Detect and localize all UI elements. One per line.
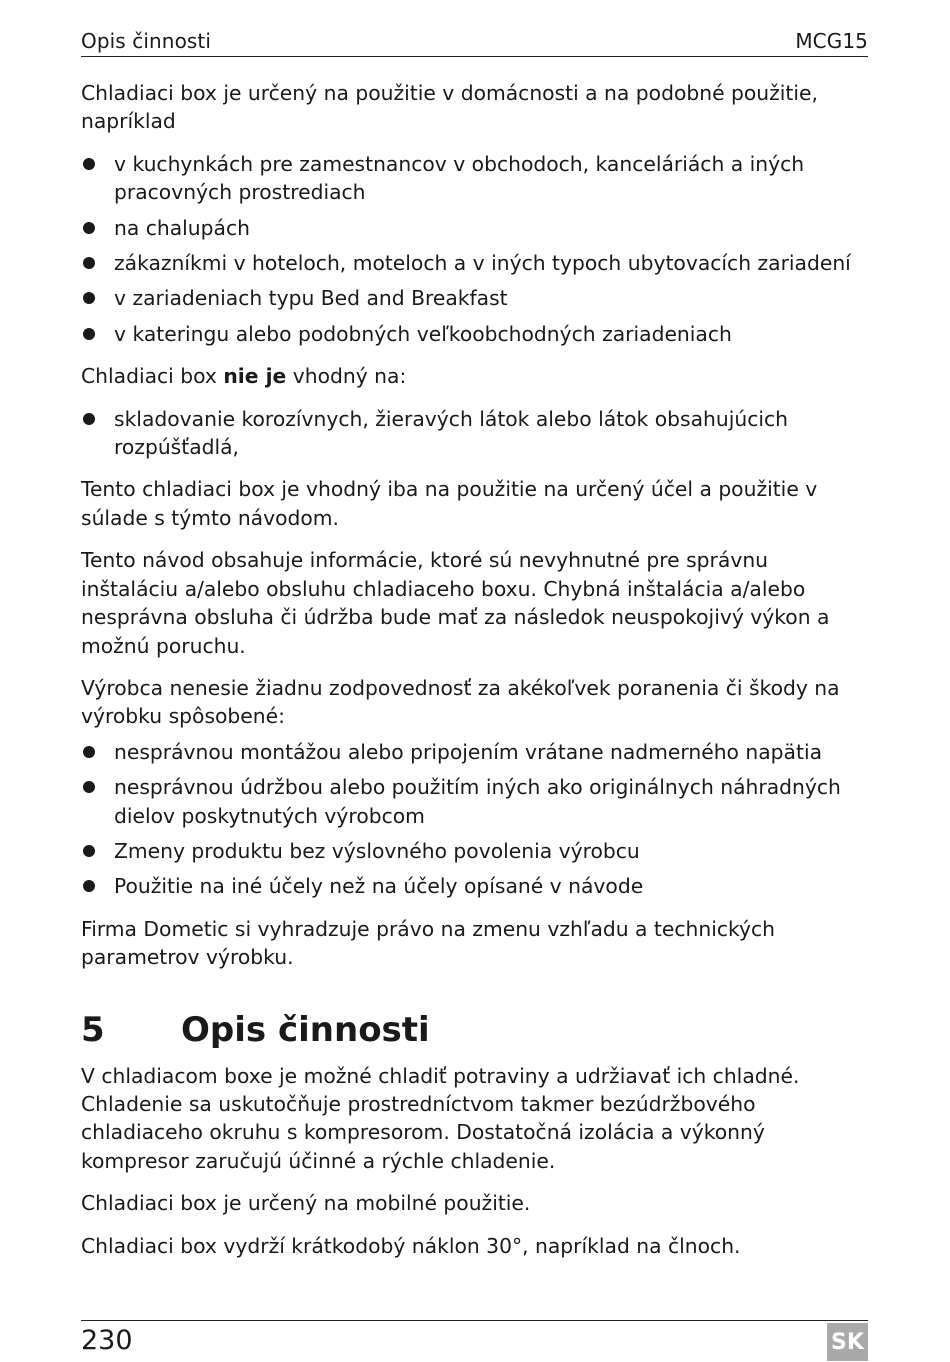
- list-item: Použitie na iné účely než na účely opísané v návode: [81, 872, 868, 900]
- list-item: Zmeny produktu bez výslovného povolenia výrobcu: [81, 837, 868, 865]
- bullet-icon: [83, 158, 95, 170]
- page-number: 230: [81, 1325, 133, 1356]
- section-paragraph: Chladiaci box vydrží krátkodobý náklon 30°, napríklad na člnoch.: [81, 1233, 741, 1258]
- list-item: na chalupách: [81, 214, 868, 242]
- header-model: MCG15: [795, 29, 868, 53]
- section-paragraph: V chladiacom boxe je možné chladiť potraviny a udržiavať ich chladné. Chladenie sa uskutočňuje prostredníctvom takmer bezúdržbového chladiaceho okruhu s kompresorom. Dostatočná izolácia a výkonný kompresor zaručujú účinné a rýchle chladenie.: [81, 1063, 800, 1173]
- not-suitable-list: [81, 405, 868, 462]
- bullet-icon: [83, 328, 95, 340]
- section-number: 5: [81, 1009, 105, 1050]
- intended-uses-list: [81, 150, 868, 348]
- bullet-icon: [83, 222, 95, 234]
- list-item: v kuchynkách pre zamestnancov v obchodoch, kanceláriách a iných pracovných prostrediach: [81, 150, 868, 207]
- section-title: Opis činnosti: [181, 1009, 430, 1050]
- list-item: zákazníkmi v hoteloch, moteloch a v iných typoch ubytovacích zariadení: [81, 249, 868, 277]
- not-suitable-paragraph: Chladiaci box nie je vhodný na:: [81, 364, 407, 389]
- list-item: skladovanie korozívnych, žieravých látok alebo látok obsahujúcich rozpúšťadlá,: [81, 405, 868, 462]
- list-item: v kateringu alebo podobných veľkoobchodných zariadeniach: [81, 320, 868, 348]
- bullet-icon: [83, 257, 95, 269]
- list-item: nesprávnou údržbou alebo použitím iných ako originálnych náhradných dielov poskytnutých výrobcom: [81, 773, 868, 830]
- bullet-icon: [83, 781, 95, 793]
- intro-paragraph: Chladiaci box je určený na použitie v domácnosti a na podobné použitie, napríklad: [81, 81, 818, 134]
- language-badge: SK: [827, 1323, 868, 1361]
- dometic-paragraph: Firma Dometic si vyhradzuje právo na zmenu vzhľadu a technických parametrov výrobku.: [81, 916, 776, 970]
- bullet-icon: [83, 845, 95, 857]
- bullet-icon: [83, 413, 95, 425]
- page-header: [81, 28, 868, 57]
- header-section-title: Opis činnosti: [81, 29, 212, 53]
- purpose-paragraph: Tento chladiaci box je vhodný iba na použitie na určený účel a použitie v súlade s týmto návodom.: [81, 477, 818, 530]
- list-item: nesprávnou montážou alebo pripojením vrátane nadmerného napätia: [81, 738, 868, 766]
- bullet-icon: [83, 292, 95, 304]
- page-footer: [81, 1320, 868, 1356]
- info-paragraph: Tento návod obsahuje informácie, ktoré sú nevyhnutné pre správnu inštaláciu a/alebo obsluhu chladiaceho boxu. Chybná inštalácia a/alebo nesprávna obsluha či údržba bude mať za následok neuspokojivý výkon a možnú poruchu.: [81, 548, 830, 658]
- liability-list: [81, 738, 868, 901]
- liability-paragraph: Výrobca nenesie žiadnu zodpovednosť za akékoľvek poranenia či škody na výrobku spôsobené:: [81, 675, 840, 729]
- page-content: [81, 79, 868, 1274]
- list-item: v zariadeniach typu Bed and Breakfast: [81, 284, 868, 312]
- section-paragraph: Chladiaci box je určený na mobilné použitie.: [81, 1191, 531, 1216]
- bullet-icon: [83, 746, 95, 758]
- section-heading: [81, 1010, 868, 1050]
- bullet-icon: [83, 880, 95, 892]
